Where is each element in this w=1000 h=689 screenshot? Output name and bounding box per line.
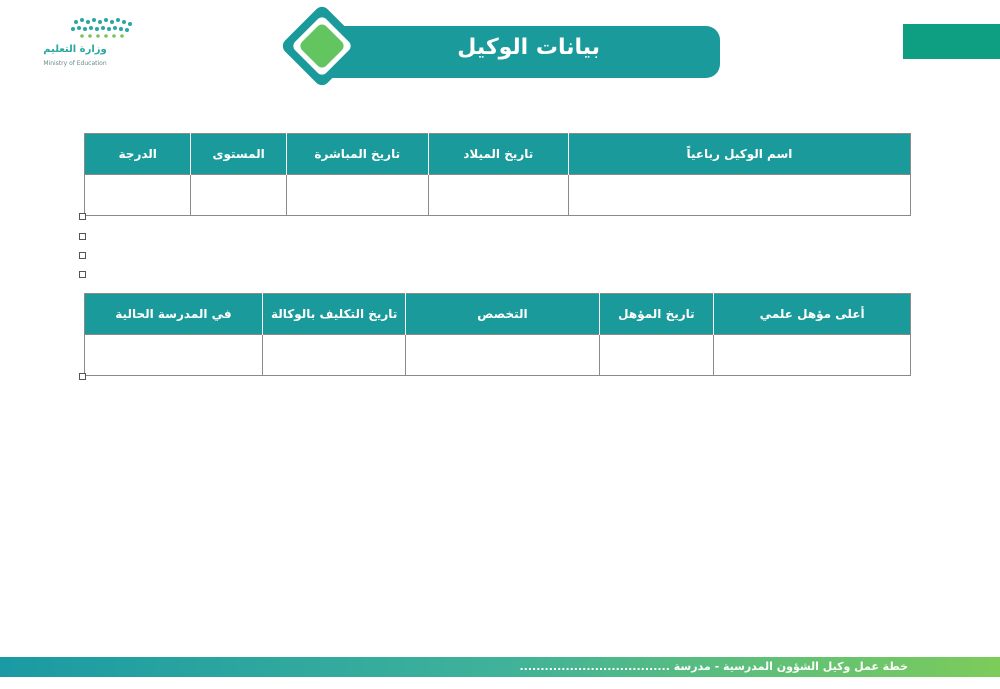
paragraph-marker bbox=[79, 271, 86, 278]
title-banner bbox=[318, 26, 720, 78]
cell-highest-qualification[interactable] bbox=[714, 335, 911, 376]
header-birth-date: تاريخ الميلاد bbox=[428, 134, 568, 175]
cell-assignment-date[interactable] bbox=[262, 335, 405, 376]
cell-current-school[interactable] bbox=[85, 335, 263, 376]
header-current-school: في المدرسة الحالية bbox=[85, 294, 263, 335]
header-start-date: تاريخ المباشرة bbox=[286, 134, 428, 175]
paragraph-marker bbox=[79, 213, 86, 220]
agent-info-table-2 bbox=[84, 293, 911, 376]
table-header-row bbox=[85, 294, 911, 335]
paragraph-marker bbox=[79, 233, 86, 240]
paragraph-marker bbox=[79, 252, 86, 259]
header-grade: الدرجة bbox=[85, 134, 191, 175]
cell-birth-date[interactable] bbox=[428, 175, 568, 216]
table-row bbox=[85, 175, 911, 216]
cell-agent-name[interactable] bbox=[568, 175, 910, 216]
header-assignment-date: تاريخ التكليف بالوكالة bbox=[262, 294, 405, 335]
table-row bbox=[85, 335, 911, 376]
agent-info-table-1 bbox=[84, 133, 911, 216]
table-header-row bbox=[85, 134, 911, 175]
header-qualification-date: تاريخ المؤهل bbox=[599, 294, 714, 335]
corner-accent-bar bbox=[903, 24, 1000, 59]
cell-grade[interactable] bbox=[85, 175, 191, 216]
paragraph-marker bbox=[79, 373, 86, 380]
cell-level[interactable] bbox=[191, 175, 286, 216]
logo-arabic-text: وزارة التعليم bbox=[43, 44, 107, 55]
header-highest-qualification: أعلى مؤهل علمي bbox=[714, 294, 911, 335]
logo-english-text: Ministry of Education bbox=[43, 60, 107, 67]
header-agent-name: اسم الوكيل رباعياً bbox=[568, 134, 910, 175]
ministry-logo bbox=[38, 16, 138, 72]
cell-qualification-date[interactable] bbox=[599, 335, 714, 376]
cell-start-date[interactable] bbox=[286, 175, 428, 216]
header-level: المستوى bbox=[191, 134, 286, 175]
header-specialization: التخصص bbox=[406, 294, 599, 335]
logo-dots-icon bbox=[38, 16, 138, 46]
footer-text: خطة عمل وكيل الشؤون المدرسية - مدرسة .................................... bbox=[519, 660, 908, 673]
cell-specialization[interactable] bbox=[406, 335, 599, 376]
page-title: بيانات الوكيل bbox=[457, 35, 600, 60]
